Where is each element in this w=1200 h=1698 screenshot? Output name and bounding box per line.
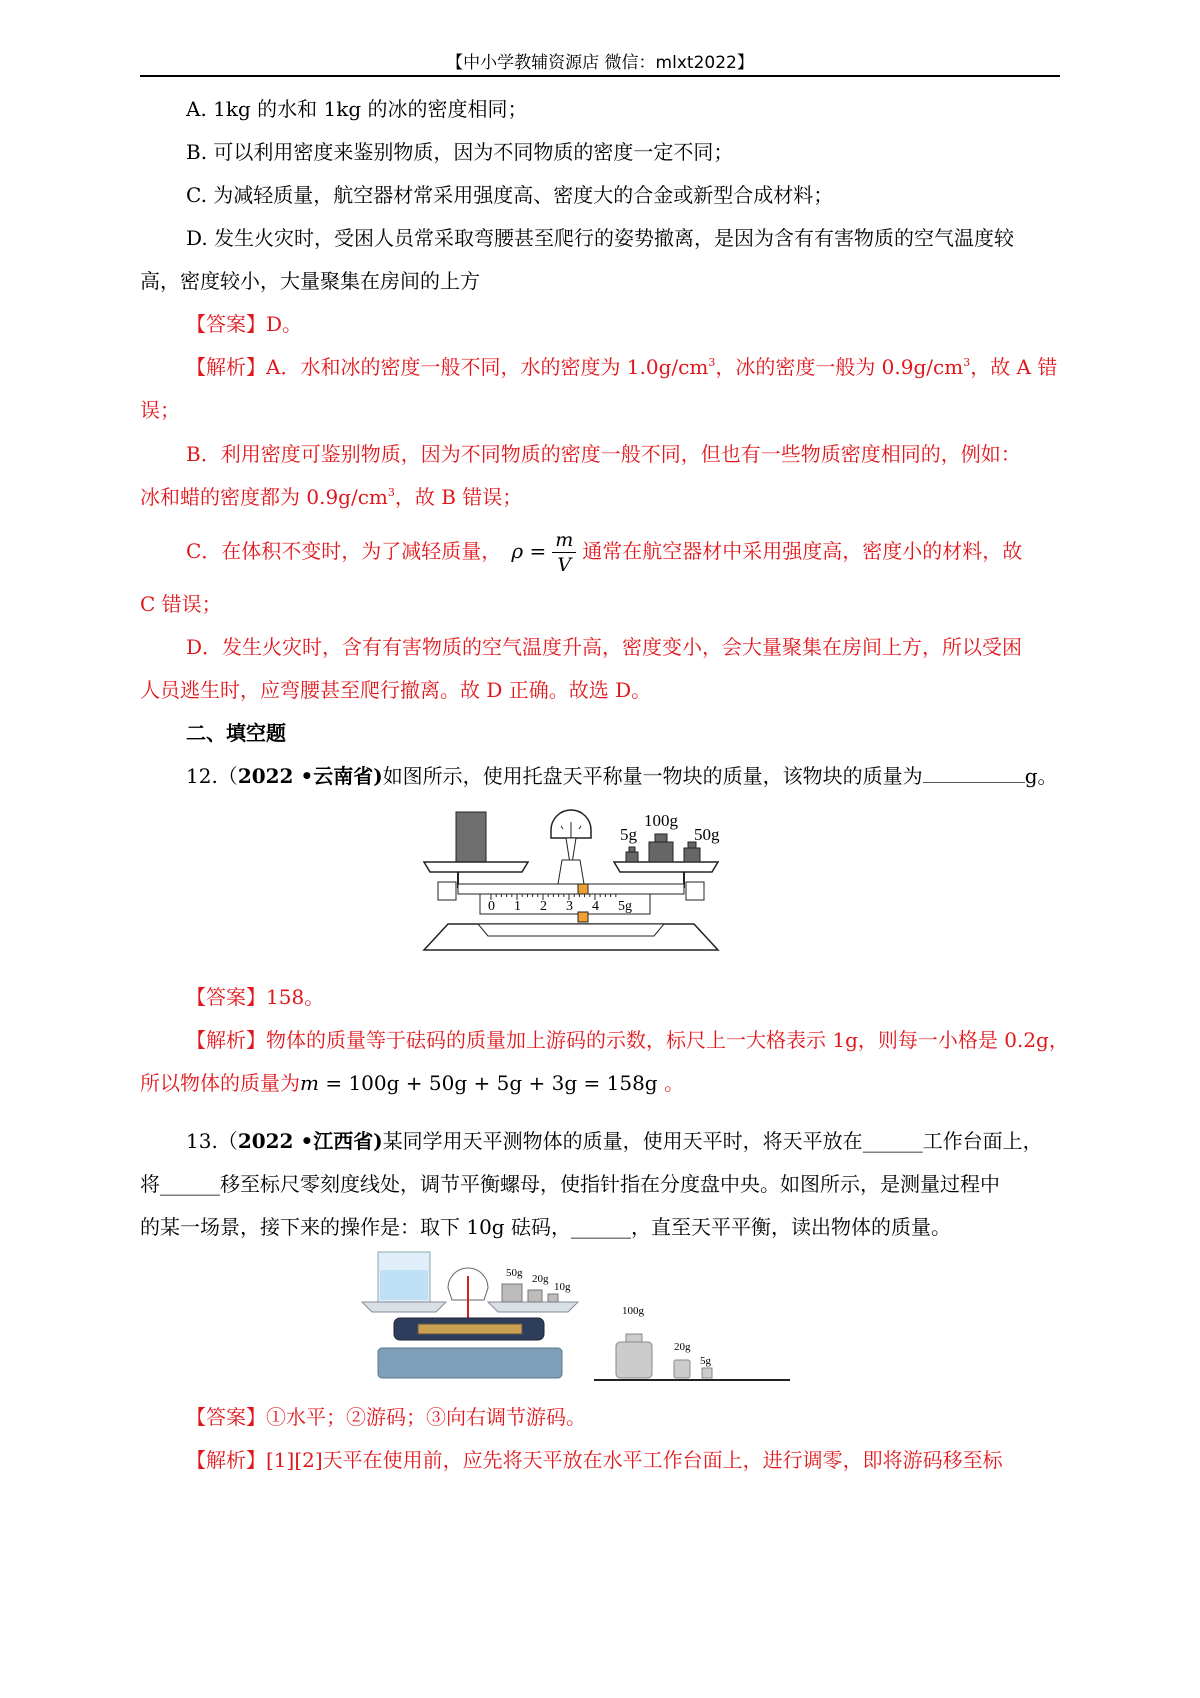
q11-analysis-c-line2: C 错误； <box>140 592 222 616</box>
analysis-text: 物体的质量等于砝码的质量加上游码的示数，标尺上一大格表示 1g，则每一小格是 0.2g， <box>266 1028 1069 1052</box>
fraction-denominator: V <box>557 554 572 576</box>
answer-label: 【答案】 <box>186 312 266 336</box>
superscript: 3 <box>387 486 395 499</box>
scale-ruler <box>418 1324 522 1334</box>
answer-value: D。 <box>266 312 303 336</box>
question-text: 工作台面上， <box>922 1129 1043 1153</box>
section-title: 二、填空题 <box>186 721 286 745</box>
analysis-c-text1: C．在体积不变时，为了减轻质量， <box>186 539 502 563</box>
superscript: 3 <box>963 356 971 369</box>
fraction-numerator: m <box>552 528 576 553</box>
answer-blank-1: ______ <box>862 1129 923 1153</box>
q11-analysis-a <box>186 353 1126 381</box>
label-10g: 10g <box>554 1281 571 1293</box>
mass-equation: = 100g + 50g + 5g + 3g = 158g <box>318 1071 658 1095</box>
answer-blank-3: ______ <box>570 1215 631 1239</box>
option-b: B. 可以利用密度来鉴别物质，因为不同物质的密度一定不同； <box>186 140 734 164</box>
right-pan <box>488 1302 578 1312</box>
option-d-line2: 高，密度较小，大量聚集在房间的上方 <box>140 269 480 293</box>
q11-analysis-d: D．发生火灾时，含有有害物质的空气温度升高，密度变小，会大量聚集在房间上方，所以受困 <box>186 635 1023 659</box>
q12-stem <box>186 762 1126 790</box>
analysis-a-text2: ，冰的密度一般为 0.9g/cm <box>715 355 964 379</box>
question-text: 如图所示，使用托盘天平称量一物块的质量，该物块的质量为 <box>382 764 923 788</box>
label-5g: 5g <box>620 825 637 844</box>
answer-value: 158。 <box>266 985 325 1009</box>
question-number: 12.（ <box>186 764 238 788</box>
scale-tick-label: 0 <box>488 899 495 914</box>
q13-analysis <box>186 1446 1126 1474</box>
scale-tick-label: 4 <box>592 899 599 914</box>
spare-weight-5g <box>702 1368 712 1378</box>
right-pan <box>614 862 718 872</box>
mass-variable: m <box>300 1071 319 1095</box>
question-number: 13.（ <box>186 1129 238 1153</box>
analysis-text: [1][2]天平在使用前，应先将天平放在水平工作台面上，进行调零，即将游码移至标 <box>266 1448 1003 1472</box>
beam <box>458 884 684 894</box>
option-a: A. 1kg 的水和 1kg 的冰的密度相同； <box>186 97 528 121</box>
answer-label: 【答案】 <box>186 985 266 1009</box>
analysis-b-text2: 冰和蜡的密度都为 0.9g/cm <box>140 485 388 509</box>
q13-answer <box>186 1403 1126 1431</box>
question-text: 某同学用天平测物体的质量，使用天平时，将天平放在 <box>382 1129 863 1153</box>
question-source: 2022 •江西省) <box>237 1129 383 1153</box>
question-source: 2022 •云南省) <box>237 764 383 788</box>
scale-tick-label: 2 <box>540 899 547 914</box>
q12-analysis-line2 <box>140 1069 1080 1097</box>
q11-analysis-c <box>186 526 1126 577</box>
analysis-end: 。 <box>657 1071 684 1095</box>
analysis-label: 【解析】 <box>186 355 266 379</box>
base <box>378 1348 562 1378</box>
answer-value: ①水平；②游码；③向右调节游码。 <box>266 1405 586 1429</box>
question-text: 的某一场景，接下来的操作是：取下 10g 砝码， <box>140 1215 571 1239</box>
object-block <box>456 812 486 862</box>
label-5g-spare: 5g <box>700 1355 711 1367</box>
weight-20g <box>528 1290 542 1302</box>
q11-analysis-a-line2: 误； <box>140 398 180 422</box>
page-header: 【中小学教辅资源店 微信：mlxt2022】 <box>446 53 754 73</box>
superscript: 3 <box>708 356 716 369</box>
answer-label: 【答案】 <box>186 1405 266 1429</box>
q12-answer <box>186 983 1126 1011</box>
scale-tick-label: 3 <box>566 899 573 914</box>
rider-top <box>578 884 588 894</box>
q11-analysis-b: B．利用密度可鉴别物质，因为不同物质的密度一般不同，但也有一些物质密度相同的，例如： <box>186 442 1021 466</box>
q13-stem-line2 <box>140 1170 1080 1198</box>
label-50g: 50g <box>694 825 720 844</box>
weight-50g <box>502 1284 522 1302</box>
equals-sign: = <box>529 539 547 563</box>
question-text-end: g。 <box>1024 764 1058 788</box>
rider-bottom <box>578 912 588 922</box>
label-100g: 100g <box>622 1305 644 1317</box>
spare-weight-20g <box>674 1360 690 1378</box>
scale-tick-label: 5g <box>618 899 632 914</box>
question-text: ，直至天平平衡，读出物体的质量。 <box>630 1215 951 1239</box>
question-text: 将 <box>140 1172 160 1196</box>
label-20g-spare: 20g <box>674 1341 691 1353</box>
q13-stem-line1 <box>186 1127 1126 1155</box>
q11-answer <box>186 310 1126 338</box>
label-20g: 20g <box>532 1273 549 1285</box>
answer-blank <box>923 764 1025 783</box>
label-100g: 100g <box>644 811 678 830</box>
weight-50g <box>684 848 700 862</box>
rho-symbol: ρ <box>511 539 524 563</box>
option-c: C. 为减轻质量，航空器材常采用强度高、密度大的合金或新型合成材料； <box>186 183 834 207</box>
header-divider <box>140 75 1060 77</box>
balance-figure <box>418 800 738 960</box>
label-50g: 50g <box>506 1267 523 1279</box>
option-d-line1: D. 发生火灾时，受困人员常采取弯腰甚至爬行的姿势撤离，是因为含有有害物质的空气温度较 <box>186 226 1015 250</box>
analysis-b-text3: ，故 B 错误； <box>394 485 523 509</box>
q11-analysis-d-line2: 人员逃生时，应弯腰甚至爬行撤离。故 D 正确。故选 D。 <box>140 678 652 702</box>
weight-10g <box>548 1294 558 1302</box>
weight-100g <box>649 842 673 862</box>
analysis-label: 【解析】 <box>186 1028 266 1052</box>
formula-density <box>511 539 546 563</box>
analysis-a-text1: A．水和冰的密度一般不同，水的密度为 1.0g/cm <box>266 355 709 379</box>
balance-figure-2 <box>358 1248 798 1388</box>
spare-weight-100g <box>616 1342 652 1378</box>
analysis-a-text3: ，故 A 错 <box>970 355 1058 379</box>
answer-blank-2: ______ <box>160 1172 220 1196</box>
left-pan <box>362 1302 446 1312</box>
scale-tick-label: 1 <box>514 899 521 914</box>
analysis-text2: 所以物体的质量为 <box>140 1071 300 1095</box>
question-text: 移至标尺零刻度线处，调节平衡螺母，使指针指在分度盘中央。如图所示，是测量过程中 <box>220 1172 1000 1196</box>
fraction <box>552 528 576 577</box>
q13-stem-line3 <box>140 1213 1080 1241</box>
q12-analysis <box>186 1026 1126 1054</box>
left-pan <box>424 862 528 872</box>
analysis-c-text2: 通常在航空器材中采用强度高，密度小的材料，故 <box>582 539 1023 563</box>
weight-5g <box>626 852 638 862</box>
q11-analysis-b-line2 <box>140 483 1080 511</box>
analysis-label: 【解析】 <box>186 1448 266 1472</box>
mass-formula <box>300 1071 658 1095</box>
